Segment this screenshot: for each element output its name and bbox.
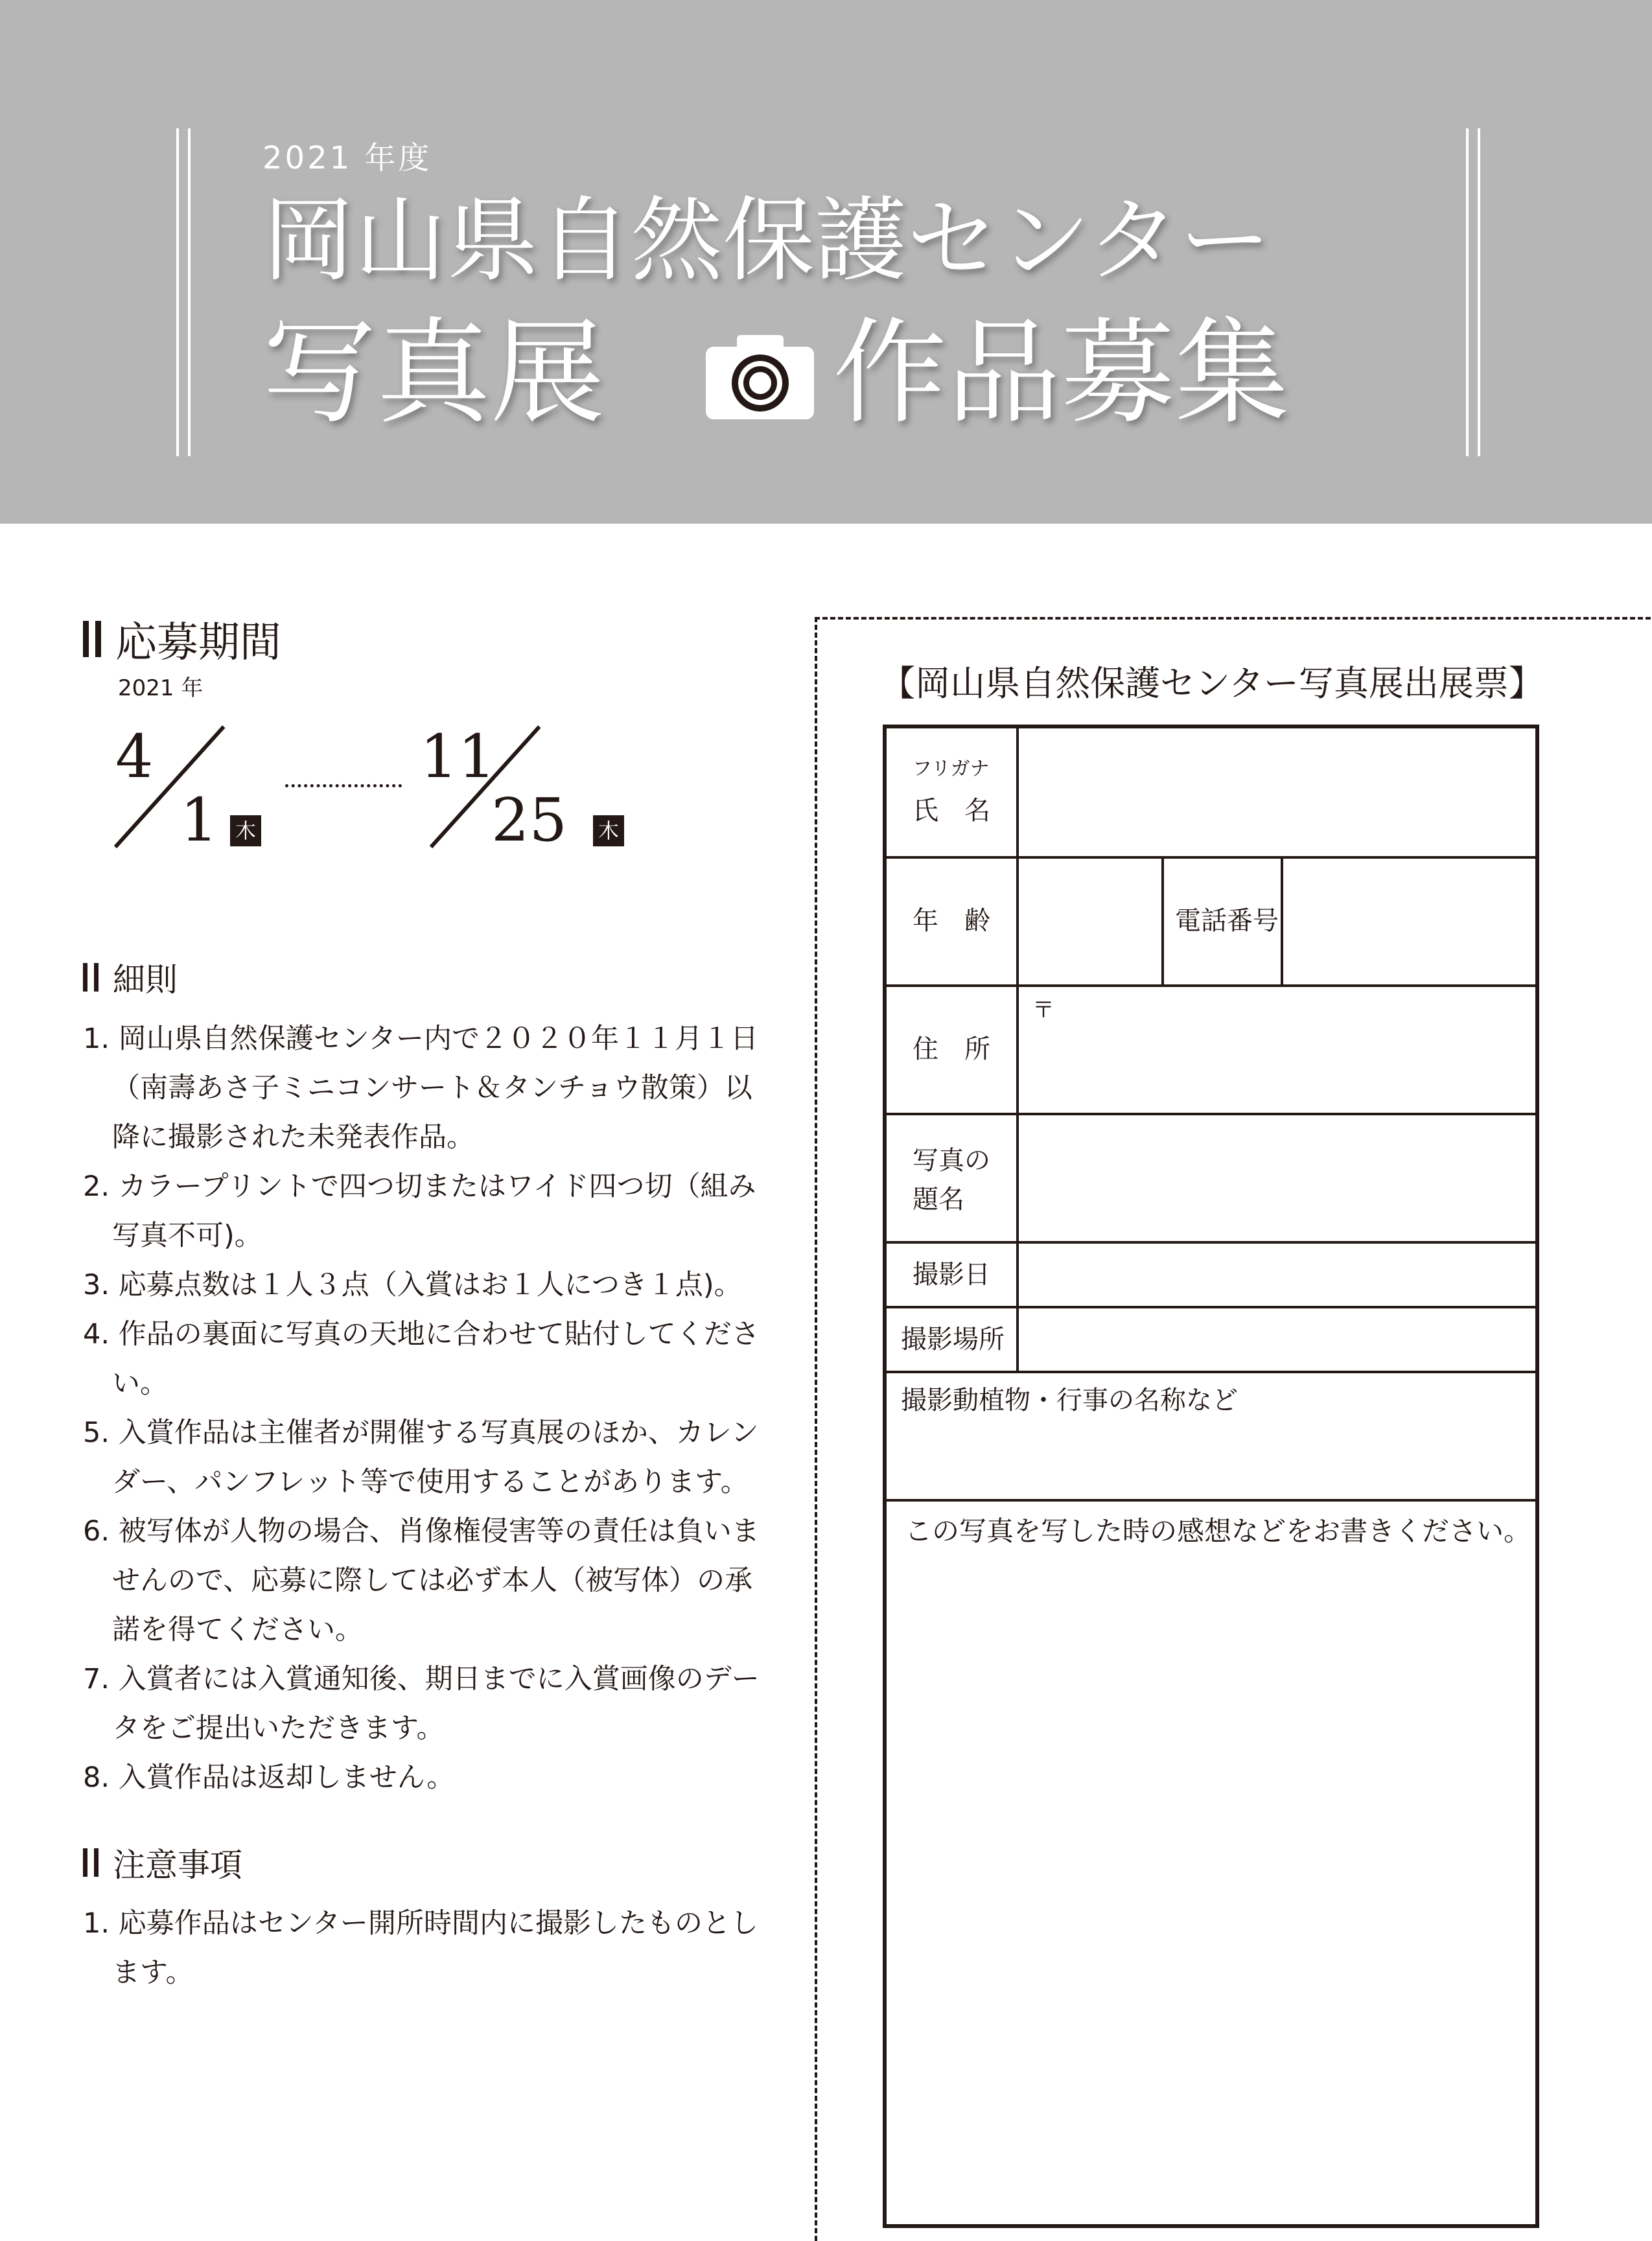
furigana-label: フリガナ xyxy=(913,758,990,780)
name-label: 氏 名 xyxy=(913,796,990,826)
phone-label: 電話番号 xyxy=(1175,906,1279,936)
cut-line-horizontal xyxy=(815,617,1651,620)
period-heading-text: 応募期間 xyxy=(115,619,281,667)
photo-title-label-2: 題名 xyxy=(913,1185,964,1214)
impression-label: この写真を写した時の感想などをお書きください。 xyxy=(905,1515,1531,1547)
end-month: 11 xyxy=(420,722,496,791)
notes-heading xyxy=(83,1839,242,1886)
rule-item: 6. 被写体が人物の場合、肖像権侵害等の責任は負いませんので、応募に際しては必ず本人（被写体）の承諾を得てください。 xyxy=(83,1515,760,1646)
period-year: 2021 年 xyxy=(118,675,204,701)
rule-item: 1. 岡山県自然保護センター内で２０２０年１１月１日（南壽あさ子ミニコンサート＆タンチョウ散策）以降に撮影された未発表作品。 xyxy=(83,1023,758,1154)
center-name-title: 岡山県自然保護センター xyxy=(262,187,1272,294)
rule-item: 4. 作品の裏面に写真の天地に合わせて貼付してください。 xyxy=(83,1318,760,1400)
cut-line-vertical xyxy=(815,617,817,2241)
notes-heading-text: 注意事項 xyxy=(113,1846,242,1884)
camera-icon xyxy=(703,334,817,421)
start-day: 1 xyxy=(180,785,218,855)
age-label: 年 齢 xyxy=(913,906,990,936)
form-row-divider xyxy=(887,856,1535,859)
shoot-place-label: 撮影場所 xyxy=(901,1325,1005,1354)
form-row-divider xyxy=(887,1371,1535,1373)
form-row-divider xyxy=(887,1241,1535,1244)
heading-bars xyxy=(83,621,101,657)
start-month: 4 xyxy=(115,722,154,791)
form-row-divider xyxy=(887,984,1535,987)
right-frame-bar xyxy=(1478,128,1480,456)
rule-item: 7. 入賞者には入賞通知後、期日までに入賞画像のデータをご提出いただきます。 xyxy=(83,1663,760,1745)
shoot-date-label: 撮影日 xyxy=(913,1260,990,1290)
end-weekday-badge: 木 xyxy=(593,815,624,846)
entry-form xyxy=(883,725,1539,2228)
left-frame-bar xyxy=(188,128,191,456)
heading-bars xyxy=(83,963,99,992)
heading-bars xyxy=(83,1848,99,1877)
form-phone-divider xyxy=(1281,856,1283,984)
start-weekday-badge: 木 xyxy=(230,815,261,846)
rule-item: 2. カラープリントで四つ切またはワイド四つ切（組み写真不可)。 xyxy=(83,1170,756,1252)
rule-item: 8. 入賞作品は返却しません。 xyxy=(83,1761,455,1794)
entry-form-title: 【岡山県自然保護センター写真展出展票】 xyxy=(880,663,1544,704)
rules-list xyxy=(83,1014,776,1802)
fiscal-year: 2021 年度 xyxy=(262,140,432,176)
notes-list xyxy=(83,1899,776,1997)
rules-heading xyxy=(83,954,178,1001)
subject-name-label: 撮影動植物・行事の名称など xyxy=(901,1386,1238,1415)
right-frame-bar xyxy=(1466,128,1469,456)
form-age-divider xyxy=(1161,856,1164,984)
rule-item: 5. 入賞作品は主催者が開催する写真展のほか、カレンダー、パンフレット等で使用することがあります。 xyxy=(83,1417,759,1498)
form-row-divider xyxy=(887,1306,1535,1308)
postal-mark: 〒 xyxy=(1032,997,1054,1023)
form-label-divider xyxy=(1016,728,1019,1371)
rules-heading-text: 細則 xyxy=(113,961,178,999)
form-row-divider xyxy=(887,1499,1535,1502)
end-day: 25 xyxy=(491,785,568,855)
work-call-title: 作品募集 xyxy=(833,307,1290,439)
photo-exhibition-title: 写真展 xyxy=(262,307,605,439)
form-row-divider xyxy=(887,1113,1535,1115)
note-item: 1. 応募作品はセンター開所時間内に撮影したものとします。 xyxy=(83,1907,758,1989)
rule-item: 3. 応募点数は１人３点（入賞はお１人につき１点)。 xyxy=(83,1269,742,1301)
photo-title-label-1: 写真の xyxy=(913,1146,990,1176)
header-banner xyxy=(0,0,1652,524)
address-label: 住 所 xyxy=(913,1034,990,1064)
left-frame-bar xyxy=(176,128,179,456)
period-dotted-leader xyxy=(285,784,402,787)
period-heading xyxy=(83,609,281,669)
